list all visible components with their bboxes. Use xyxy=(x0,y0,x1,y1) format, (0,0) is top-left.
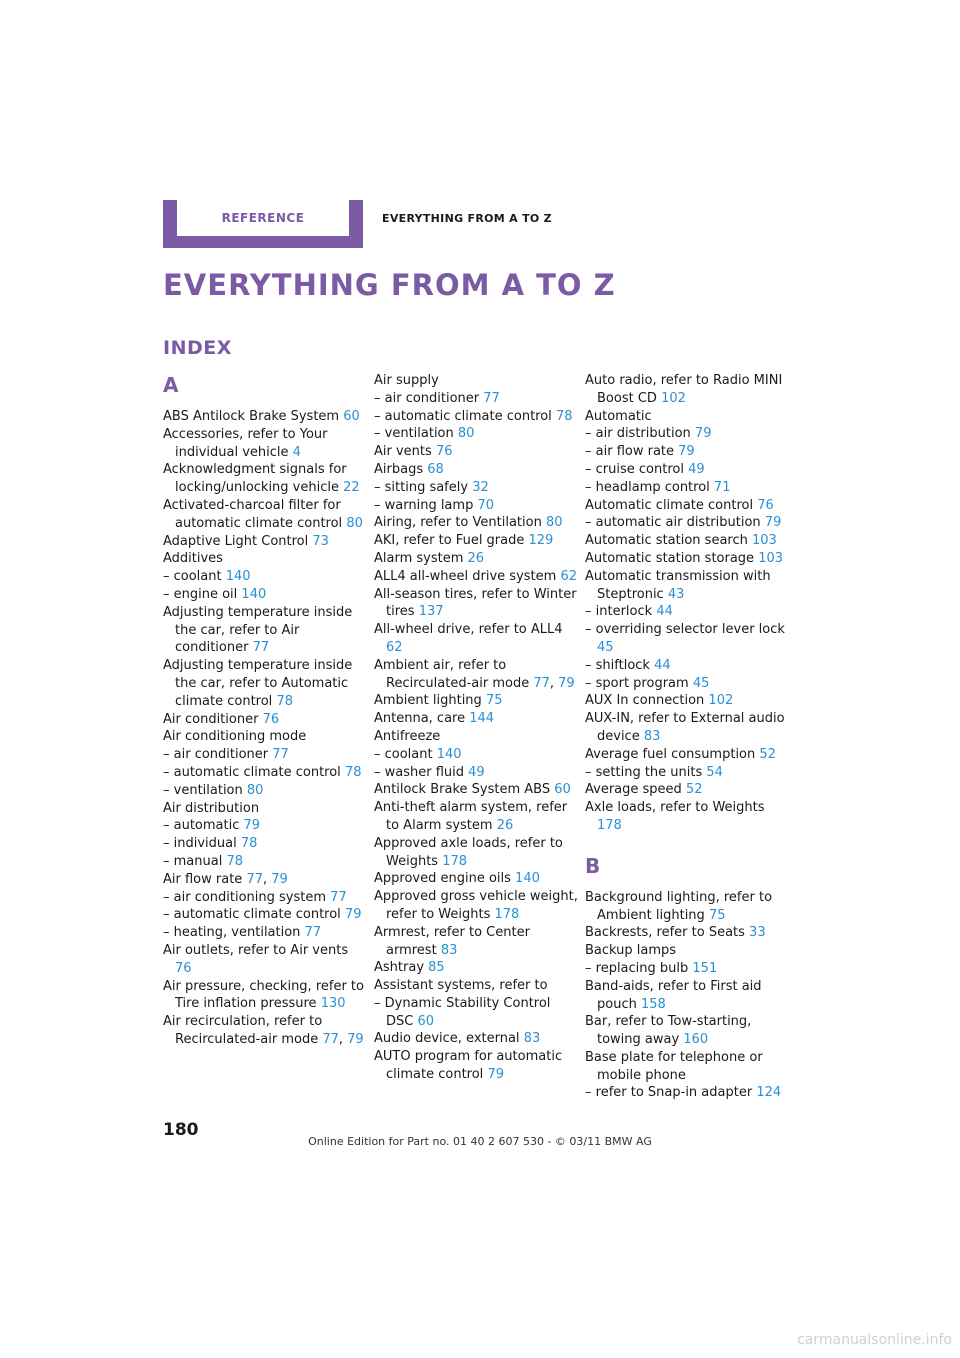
index-entry xyxy=(163,764,368,782)
chapter-tab xyxy=(163,200,363,248)
index-entry xyxy=(585,568,790,604)
index-entry-text: Automatic climate control xyxy=(585,497,754,513)
index-entry xyxy=(163,568,368,586)
page-reference-link[interactable]: 33 xyxy=(749,925,766,941)
index-entry xyxy=(374,586,579,622)
index-entry-text: Automatic station storage xyxy=(585,550,755,566)
index-entry xyxy=(585,764,790,782)
index-entry xyxy=(585,746,790,764)
index-entry-text: – sitting safely xyxy=(374,479,469,495)
index-entry xyxy=(585,514,790,532)
index-entry-text: – automatic air distribution xyxy=(585,515,761,531)
index-entry xyxy=(585,425,790,443)
page-reference-link[interactable]: 52 xyxy=(759,746,776,762)
index-letter-heading: A xyxy=(163,373,179,397)
index-entry xyxy=(374,497,579,515)
index-entry xyxy=(374,977,579,995)
index-entry-text: Antenna, care xyxy=(374,711,466,727)
page-reference-link[interactable]: 22 xyxy=(343,480,360,496)
index-entry-text: Accessories, refer to Your individual vehicle xyxy=(163,426,328,460)
index-entry xyxy=(163,800,368,818)
index-entry xyxy=(163,533,368,551)
index-entry xyxy=(374,746,579,764)
index-entry xyxy=(374,408,579,426)
index-entry xyxy=(163,657,368,710)
index-entry xyxy=(585,550,790,568)
page-reference-link[interactable]: 60 xyxy=(343,409,360,424)
index-entry: Ambient air, refer to Recirculated-air mode 77, 79 xyxy=(374,657,575,691)
page-reference-link[interactable]: 71 xyxy=(713,479,731,495)
page-reference-link[interactable]: 78 xyxy=(226,853,244,869)
page-reference-link[interactable]: 78 xyxy=(276,693,293,709)
index-entry xyxy=(585,692,790,710)
index-entry xyxy=(585,532,790,550)
page-reference-link[interactable]: 178 xyxy=(442,853,468,869)
index-entry-text: Airbags xyxy=(374,461,424,477)
page-reference-link[interactable]: 49 xyxy=(688,461,705,477)
page-reference-link[interactable]: 76 xyxy=(262,711,280,727)
index-entry xyxy=(374,924,579,960)
page-reference-link[interactable]: 129 xyxy=(528,533,554,549)
index-entry-text: – warning lamp xyxy=(374,497,474,513)
index-entry xyxy=(374,568,579,586)
index-entry xyxy=(163,924,368,942)
page-reference-link[interactable]: 4 xyxy=(292,444,301,460)
page-reference-link[interactable]: 78 xyxy=(240,836,258,852)
index-entry xyxy=(585,657,790,675)
index-entry: Air recirculation, refer to Recirculated-air mode 77, 79 xyxy=(163,1014,364,1047)
index-entry-text: AUX-IN, refer to External audio device xyxy=(585,711,785,744)
index-entry-text: Additives xyxy=(163,551,223,567)
page-reference-link[interactable]: 77 xyxy=(246,871,263,887)
index-entry-text: Armrest, refer to Center armrest xyxy=(374,924,530,958)
index-entry xyxy=(585,1084,790,1102)
index-entry: Air flow rate 77, 79 xyxy=(163,871,288,887)
page-reference-link[interactable]: 77 xyxy=(330,889,347,905)
index-entry-text: Air pressure, checking, refer to Tire inflation pressure xyxy=(163,978,364,1012)
page-reference-link[interactable]: 79 xyxy=(487,1067,504,1083)
index-entry xyxy=(585,603,790,621)
page-title: EVERYTHING FROM A TO Z xyxy=(163,268,616,302)
index-entry-text: – air conditioning system xyxy=(163,889,327,905)
index-entry-text: – headlamp control xyxy=(585,479,710,495)
page-reference-link[interactable]: 151 xyxy=(692,960,718,976)
index-entry-text: – air conditioner xyxy=(374,390,480,406)
page-reference-link[interactable]: 140 xyxy=(515,871,540,887)
page-reference-link[interactable]: 79 xyxy=(243,818,261,834)
index-column-3 xyxy=(585,372,790,1102)
index-entry-text: Air conditioning mode xyxy=(163,729,307,745)
page-reference-link[interactable]: 144 xyxy=(469,711,495,727)
page-reference-link[interactable]: 79 xyxy=(764,515,782,531)
index-entry xyxy=(163,728,368,746)
index-entry xyxy=(585,497,790,515)
page-reference-link[interactable]: 77 xyxy=(272,747,289,763)
index-entry-text: – ventilation xyxy=(163,782,243,798)
page-reference-link[interactable]: 76 xyxy=(757,497,774,513)
index-entry xyxy=(163,889,368,907)
page-reference-link[interactable]: 79 xyxy=(558,675,575,691)
index-entry xyxy=(374,390,579,408)
page-number: 180 xyxy=(163,1120,199,1140)
index-entry xyxy=(374,888,579,924)
index-entry-text: Airing, refer to Ventilation xyxy=(374,515,542,531)
page-reference-link[interactable]: 44 xyxy=(654,657,671,673)
index-entry-text: All-season tires, refer to Winter tires xyxy=(374,586,577,620)
page-reference-link[interactable]: 80 xyxy=(545,515,563,531)
index-entry-text: Base plate for telephone or mobile phone xyxy=(585,1049,763,1083)
index-entry-text: Anti-theft alarm system, refer to Alarm system xyxy=(374,800,568,833)
index-entry-text: Air distribution xyxy=(163,800,260,816)
page-reference-link[interactable]: 102 xyxy=(661,390,686,406)
page-reference-link[interactable]: 44 xyxy=(656,604,673,620)
index-entry xyxy=(585,1049,790,1085)
page-reference-link[interactable]: 83 xyxy=(523,1031,541,1047)
index-entry-text: Ambient lighting xyxy=(374,693,482,709)
page-reference-link[interactable]: 103 xyxy=(758,550,784,566)
index-letter-heading: B xyxy=(585,853,601,878)
index-entry-text: – coolant xyxy=(374,746,433,762)
index-entry xyxy=(374,479,579,497)
index-entry xyxy=(585,978,790,1014)
index-entry xyxy=(585,675,790,693)
index-entry-text: Background lighting, refer to Ambient lighting xyxy=(585,889,773,923)
index-entry-text: AKI, refer to Fuel grade xyxy=(374,533,525,549)
page-reference-link[interactable]: 49 xyxy=(468,764,485,780)
index-entry xyxy=(374,692,579,710)
page-reference-link[interactable]: 83 xyxy=(643,728,661,744)
page-reference-link[interactable]: 124 xyxy=(756,1085,782,1101)
page-reference-link[interactable]: 77 xyxy=(533,675,550,691)
index-entry-text: Auto radio, refer to Radio MINI Boost CD xyxy=(585,373,783,406)
index-entry-text: Antifreeze xyxy=(374,728,441,744)
index-entry xyxy=(374,532,579,550)
running-section-title: EVERYTHING FROM A TO Z xyxy=(382,212,552,225)
index-entry xyxy=(163,711,368,729)
index-entry-text: – air distribution xyxy=(585,426,691,442)
index-entry-text: Approved axle loads, refer to Weights xyxy=(374,835,563,869)
index-entry-text: – automatic climate control xyxy=(374,408,552,424)
index-entry xyxy=(585,924,790,942)
chapter-tab-label: REFERENCE xyxy=(177,200,349,236)
index-entry xyxy=(163,497,368,533)
index-entry xyxy=(585,1013,790,1049)
index-entry xyxy=(374,710,579,728)
index-entry-text: Ashtray xyxy=(374,960,425,976)
index-entry xyxy=(585,960,790,978)
index-entry-text: Air vents xyxy=(374,444,432,460)
page-reference-link[interactable]: 76 xyxy=(175,960,192,976)
index-entry xyxy=(374,621,579,657)
index-entry xyxy=(374,1048,579,1084)
index-entry xyxy=(585,443,790,461)
page-reference-link[interactable]: 32 xyxy=(472,479,489,495)
running-header xyxy=(163,200,623,248)
page-reference-link[interactable]: 140 xyxy=(225,569,251,585)
index-column-1 xyxy=(163,372,368,1049)
page-reference-link[interactable]: 80 xyxy=(246,782,264,798)
page-reference-link[interactable]: 75 xyxy=(708,907,726,923)
index-entry-text: – manual xyxy=(163,853,223,869)
index-entry-text: Backup lamps xyxy=(585,943,677,959)
index-entry-text: Approved gross vehicle weight, refer to Weights xyxy=(374,889,578,922)
index-entry-text: Average fuel consumption xyxy=(585,746,756,762)
page-reference-link[interactable]: 78 xyxy=(555,408,573,424)
index-entry-text: – cruise control xyxy=(585,461,684,477)
index-entry xyxy=(585,461,790,479)
index-entry-text: Audio device, external xyxy=(374,1031,520,1047)
index-entry-text: ABS Antilock Brake System xyxy=(163,409,340,424)
index-entry-text: – interlock xyxy=(585,604,653,620)
index-entry xyxy=(163,906,368,924)
page-reference-link[interactable]: 68 xyxy=(427,461,444,477)
page-reference-link[interactable]: 60 xyxy=(417,1013,435,1029)
index-entry xyxy=(163,408,368,426)
page-reference-link[interactable]: 83 xyxy=(440,942,458,958)
footer-edition: Online Edition for Part no. 01 40 2 607 530 - © 03/11 BMW AG xyxy=(308,1135,652,1148)
index-entry-text: – ventilation xyxy=(374,426,454,442)
index-entry-text: Band-aids, refer to First aid pouch xyxy=(585,978,762,1012)
index-entry xyxy=(163,426,368,462)
page-reference-link[interactable]: 77 xyxy=(252,640,270,656)
index-entry-text: Adjusting temperature inside the car, refer to Air conditioner xyxy=(163,604,353,656)
index-entry-text: Backrests, refer to Seats xyxy=(585,925,745,941)
index-entry-text: – automatic xyxy=(163,818,240,834)
index-entry-text: Bar, refer to Tow-starting, towing away xyxy=(585,1014,752,1048)
index-entry-text: – replacing bulb xyxy=(585,960,689,976)
index-entry xyxy=(585,479,790,497)
index-entry xyxy=(163,817,368,835)
page-reference-link[interactable]: 79 xyxy=(694,426,712,442)
page-reference-link[interactable]: 78 xyxy=(344,764,362,780)
index-entry-text: Approved engine oils xyxy=(374,871,511,887)
page-reference-link[interactable]: 70 xyxy=(477,497,495,513)
index-entry-text: Acknowledgment signals for locking/unlocking vehicle xyxy=(163,462,347,496)
index-entry-text: AUX In connection xyxy=(585,693,705,709)
page-reference-link[interactable]: 77 xyxy=(304,925,322,941)
index-entry-text: Activated-charcoal filter for automatic climate control xyxy=(163,497,343,531)
page-reference-link[interactable]: 79 xyxy=(271,871,288,887)
watermark-logo: carmanualsonline.info xyxy=(797,1332,952,1348)
index-entry-text: Average speed xyxy=(585,782,682,798)
index-entry xyxy=(374,425,579,443)
page-reference-link[interactable]: 45 xyxy=(597,639,614,655)
page-reference-link[interactable]: 79 xyxy=(344,907,362,923)
index-entry-text: – air conditioner xyxy=(163,747,269,763)
page-reference-link[interactable]: 140 xyxy=(241,586,267,602)
index-entry-text: – shiftlock xyxy=(585,657,650,673)
index-entry-text: – automatic climate control xyxy=(163,907,341,923)
page-reference-link[interactable]: 77 xyxy=(483,390,500,406)
index-entry-text: AUTO program for automatic climate control xyxy=(374,1049,563,1083)
index-entry xyxy=(374,959,579,977)
index-entry xyxy=(585,372,790,408)
index-entry xyxy=(585,408,790,426)
index-entry xyxy=(374,550,579,568)
index-entry xyxy=(374,799,579,835)
index-entry xyxy=(163,853,368,871)
index-entry xyxy=(374,461,579,479)
index-entry xyxy=(163,550,368,568)
index-entry xyxy=(374,995,579,1031)
index-entry-text: Automatic station search xyxy=(585,533,748,549)
page-reference-link[interactable]: 54 xyxy=(706,764,723,780)
index-entry-text: Automatic xyxy=(585,408,652,424)
page-reference-link[interactable]: 45 xyxy=(692,675,710,691)
index-entry xyxy=(374,781,579,799)
page-reference-link[interactable]: 52 xyxy=(685,782,703,798)
index-entry xyxy=(374,372,579,390)
index-entry-text: Ambient air, refer to Recirculated-air mode xyxy=(374,657,530,691)
index-entry xyxy=(374,835,579,871)
index-entry-text: Air flow rate xyxy=(163,871,243,887)
page-reference-link[interactable]: 80 xyxy=(346,515,363,531)
page-reference-link[interactable]: 80 xyxy=(457,426,475,442)
index-entry xyxy=(585,942,790,960)
index-entry xyxy=(163,942,368,978)
index-subtitle: INDEX xyxy=(163,337,232,359)
page-reference-link[interactable]: 77 xyxy=(322,1031,339,1047)
index-entry-text: Air supply xyxy=(374,373,439,388)
index-entry-text: Automatic transmission with Steptronic xyxy=(585,568,771,602)
index-entry-text: Air conditioner xyxy=(163,711,259,727)
index-entry-text: Antilock Brake System ABS xyxy=(374,782,551,798)
page-reference-link[interactable]: 79 xyxy=(347,1031,364,1047)
index-entry xyxy=(374,728,579,746)
index-entry-text: – air flow rate xyxy=(585,444,675,460)
index-entry xyxy=(163,978,368,1014)
index-entry xyxy=(374,764,579,782)
index-entry-text: – refer to Snap-in adapter xyxy=(585,1085,753,1101)
index-entry-text: – Dynamic Stability Control DSC xyxy=(374,995,551,1029)
index-entry xyxy=(374,870,579,888)
index-entry-text: – washer fluid xyxy=(374,764,465,780)
page-reference-link[interactable]: 26 xyxy=(467,550,485,566)
index-entry xyxy=(163,604,368,657)
page-reference-link[interactable]: 85 xyxy=(428,960,445,976)
page-reference-link[interactable]: 76 xyxy=(435,444,453,460)
index-entry-text: – setting the units xyxy=(585,764,703,780)
index-entry xyxy=(163,461,368,497)
page-reference-link[interactable]: 79 xyxy=(678,444,695,460)
page-reference-link[interactable]: 102 xyxy=(708,693,734,709)
index-entry-text: Axle loads, refer to Weights xyxy=(585,800,765,816)
index-entry-text: Assistant systems, refer to xyxy=(374,978,548,994)
index-entry xyxy=(163,586,368,604)
index-entry xyxy=(374,514,579,532)
index-entry-text: – individual xyxy=(163,836,237,852)
index-entry xyxy=(163,835,368,853)
index-entry-text: Air recirculation, refer to Recirculated-air mode xyxy=(163,1014,323,1047)
index-column-2 xyxy=(374,372,579,1084)
page-reference-link[interactable]: 43 xyxy=(667,586,685,602)
index-entry-text: – sport program xyxy=(585,675,689,691)
index-entry xyxy=(163,746,368,764)
index-entry-text: – coolant xyxy=(163,569,222,585)
page-reference-link[interactable]: 130 xyxy=(320,996,346,1012)
index-entry xyxy=(585,781,790,799)
index-entry xyxy=(585,799,790,835)
page-reference-link[interactable]: 62 xyxy=(560,568,577,584)
page-reference-link[interactable]: 75 xyxy=(485,693,503,709)
page-reference-link[interactable]: 62 xyxy=(386,639,403,655)
index-entry-text: – engine oil xyxy=(163,586,238,602)
page-reference-link[interactable]: 178 xyxy=(494,906,520,922)
index-entry xyxy=(585,621,790,657)
index-entry xyxy=(163,782,368,800)
page-reference-link[interactable]: 137 xyxy=(418,604,444,620)
index-entry xyxy=(585,710,790,746)
index-entry-text: – automatic climate control xyxy=(163,764,341,780)
page-reference-link[interactable]: 178 xyxy=(597,817,622,833)
page-reference-link[interactable]: 140 xyxy=(436,746,462,762)
index-entry xyxy=(585,889,790,925)
index-entry-text: Alarm system xyxy=(374,550,464,566)
index-entry-text: All-wheel drive, refer to ALL4 xyxy=(374,622,563,638)
index-entry-text: Adaptive Light Control xyxy=(163,533,309,549)
index-entry-text: Air outlets, refer to Air vents xyxy=(163,942,349,958)
index-entry-text: – heating, ventilation xyxy=(163,925,301,941)
page-reference-link[interactable]: 26 xyxy=(496,817,514,833)
page-reference-link[interactable]: 60 xyxy=(554,782,571,798)
index-entry-text: ALL4 all-wheel drive system xyxy=(374,568,557,584)
index-entry xyxy=(374,443,579,461)
page-reference-link[interactable]: 160 xyxy=(683,1032,709,1048)
index-entry-text: – overriding selector lever lock xyxy=(585,622,785,638)
index-entry xyxy=(374,1030,579,1048)
page-reference-link[interactable]: 158 xyxy=(640,996,666,1012)
page-reference-link[interactable]: 103 xyxy=(752,533,777,549)
page-reference-link[interactable]: 73 xyxy=(312,533,329,549)
index-entry-text: Adjusting temperature inside the car, refer to Automatic climate control xyxy=(163,658,353,709)
